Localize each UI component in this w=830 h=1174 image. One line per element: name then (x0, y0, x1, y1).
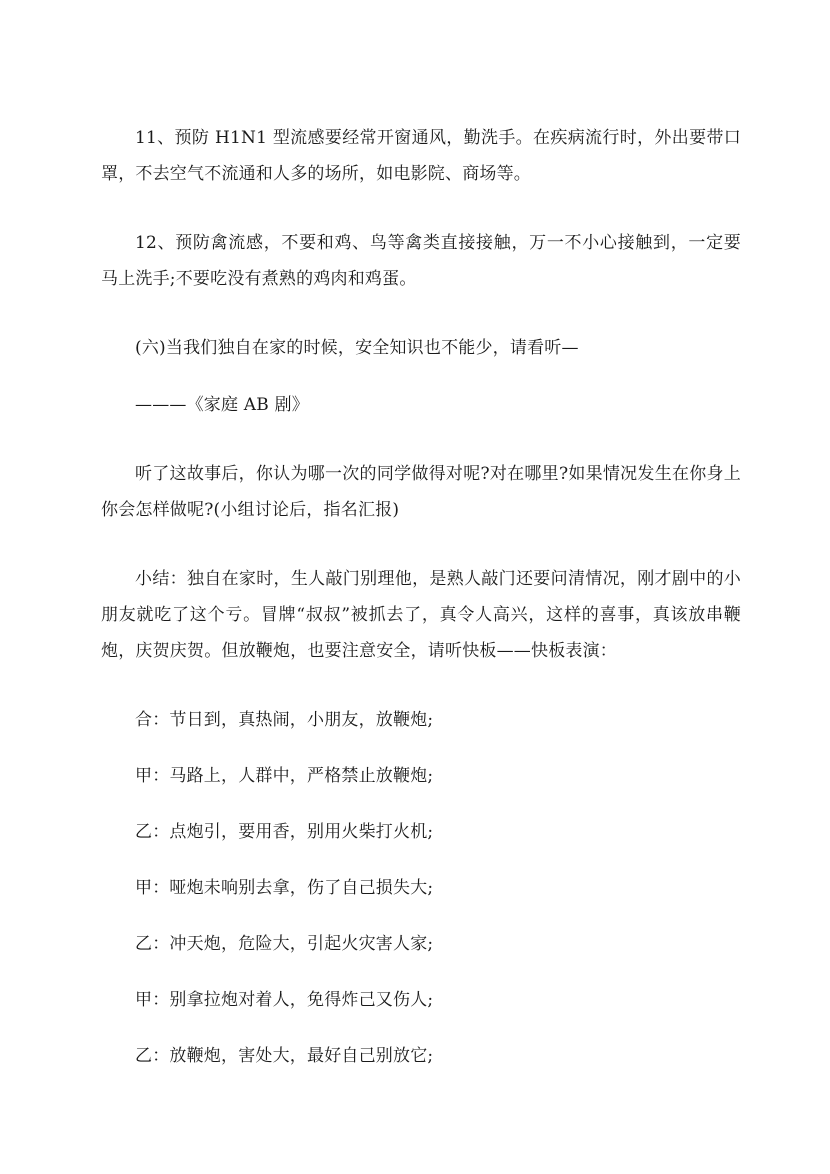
rhyme-line: 乙：点炮引，要用香，别用火柴打火机; (135, 822, 434, 842)
summary-paragraph: 小结：独自在家时，生人敲门别理他，是熟人敲门还要问清情况，刚才剧中的小朋友就吃了这个亏。冒牌“叔叔”被抓去了，真令人高兴，这样的喜事，真该放串鞭炮，庆贺庆贺。但放鞭炮，也要注意安全，请听快板——快板表演： (101, 569, 741, 661)
discussion-question: 听了这故事后，你认为哪一次的同学做得对呢?对在哪里?如果情况发生在你身上你会怎样做呢?(小组讨论后，指名汇报) (101, 464, 741, 520)
rhyme-line: 合：节日到，真热闹，小朋友，放鞭炮; (135, 710, 434, 730)
paragraph-12: 12、预防禽流感，不要和鸡、鸟等禽类直接接触，万一不小心接触到，一定要马上洗手;不要吃没有煮熟的鸡肉和鸡蛋。 (101, 233, 741, 289)
rhyme-line: 乙：放鞭炮，害处大，最好自己别放它; (135, 1046, 434, 1066)
paragraph-11: 11、预防 H1N1 型流感要经常开窗通风，勤洗手。在疾病流行时，外出要带口罩，不去空气不流通和人多的场所，如电影院、商场等。 (101, 128, 741, 184)
section-heading-6: (六)当我们独自在家的时候，安全知识也不能少，请看听— (135, 338, 579, 358)
rhyme-line: 乙：冲天炮，危险大，引起火灾害人家; (135, 934, 434, 954)
rhyme-line: 甲：马路上，人群中，严格禁止放鞭炮; (135, 766, 434, 786)
document-body (101, 120, 741, 1094)
play-title: ———《家庭 AB 剧》 (135, 395, 309, 415)
rhyme-line: 甲：哑炮未响别去拿，伤了自己损失大; (135, 878, 434, 898)
rhyme-line: 甲：别拿拉炮对着人，免得炸己又伤人; (135, 990, 434, 1010)
